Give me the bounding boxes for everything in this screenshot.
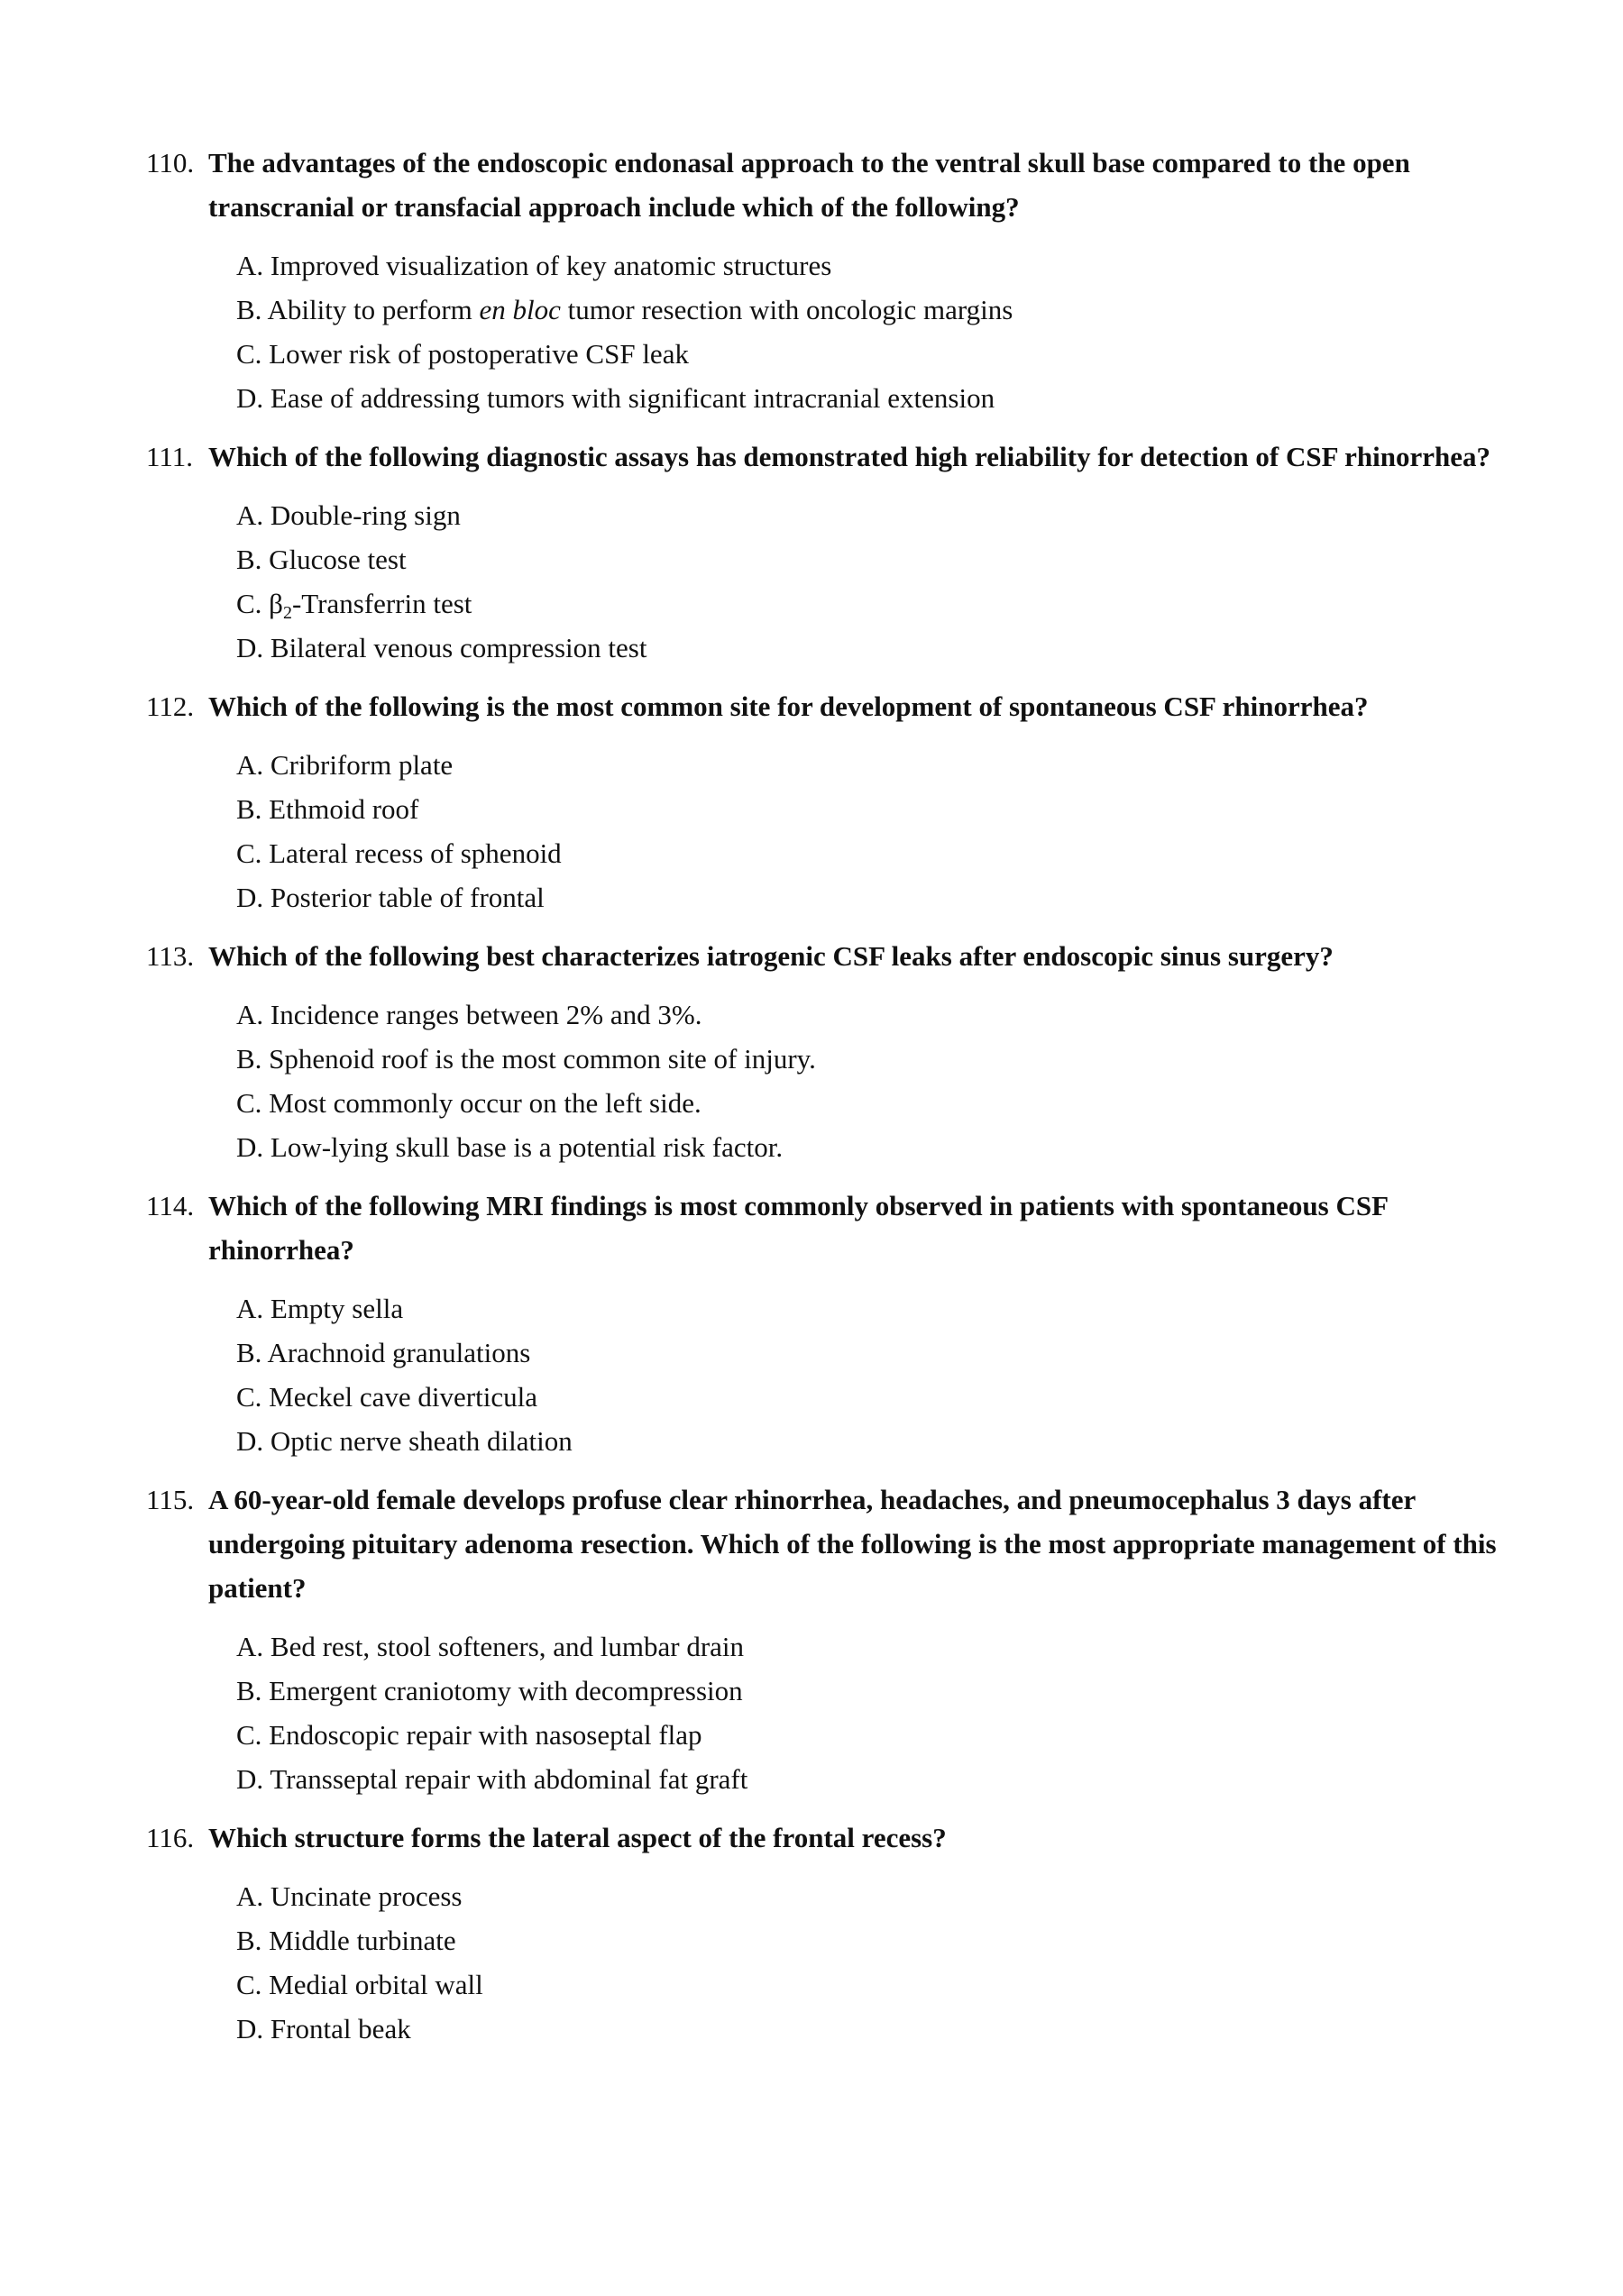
option-text: B. Ability to perform (236, 294, 480, 325)
question-number: 112. (146, 691, 195, 722)
answer-option (236, 1037, 1623, 1081)
answer-option (236, 537, 1623, 581)
option-text: D. Low-lying skull base is a potential risk factor. (236, 1131, 784, 1163)
answer-options (0, 743, 1623, 919)
answer-options (0, 243, 1623, 420)
question-112 (0, 684, 1623, 919)
answer-option (236, 581, 1623, 626)
question-number: 115. (146, 1484, 195, 1515)
answer-option (236, 1331, 1623, 1375)
answer-option (236, 243, 1623, 288)
answer-option (236, 831, 1623, 875)
answer-option (236, 1419, 1623, 1463)
option-text: C. Medial orbital wall (236, 1969, 483, 2000)
option-text: C. Lower risk of postoperative CSF leak (236, 338, 689, 370)
option-text: A. Improved visualization of key anatomic structures (236, 250, 832, 281)
answer-options (0, 493, 1623, 670)
option-text: tumor resection with oncologic margins (560, 294, 1013, 325)
question-stem (0, 141, 1507, 229)
option-text: D. Optic nerve sheath dilation (236, 1425, 573, 1457)
question-text: Which structure forms the lateral aspect of the frontal recess? (208, 1822, 947, 1853)
option-text: D. Transseptal repair with abdominal fat graft (236, 1763, 748, 1795)
answer-option (236, 992, 1623, 1037)
question-stem (0, 435, 1507, 479)
question-stem (0, 1816, 1507, 1860)
question-text: Which of the following best characterizes iatrogenic CSF leaks after endoscopic sinus surgery? (208, 940, 1334, 972)
answer-options (0, 1874, 1623, 2051)
question-number: 114. (146, 1190, 195, 1221)
option-text: D. Bilateral venous compression test (236, 632, 647, 663)
question-text: Which of the following diagnostic assays has demonstrated high reliability for detection of CSF rhinorrhea? (208, 441, 1491, 472)
option-text: B. Ethmoid roof (236, 793, 419, 825)
answer-option (236, 787, 1623, 831)
option-text: D. Ease of addressing tumors with significant intracranial extension (236, 382, 995, 414)
answer-option (236, 626, 1623, 670)
answer-options (0, 1286, 1623, 1463)
answer-option (236, 1081, 1623, 1125)
answer-option (236, 1757, 1623, 1801)
question-110 (0, 141, 1623, 420)
option-text: C. Lateral recess of sphenoid (236, 837, 562, 869)
option-text: D. Posterior table of frontal (236, 882, 545, 913)
question-text: A 60-year-old female develops profuse clear rhinorrhea, headaches, and pneumocephalus 3 days after undergoing pituitary adenoma resection. Which of the following is the most appropriate management of this patient? (208, 1484, 1497, 1604)
answer-option (236, 1375, 1623, 1419)
option-text: A. Double-ring sign (236, 499, 461, 531)
answer-option (236, 1125, 1623, 1169)
answer-option (236, 743, 1623, 787)
subscript-text: 2 (282, 603, 292, 623)
option-text: C. Meckel cave diverticula (236, 1381, 537, 1413)
option-text: -Transferrin test (291, 588, 472, 619)
question-113 (0, 934, 1623, 1169)
option-text: A. Uncinate process (236, 1880, 463, 1912)
question-114 (0, 1184, 1623, 1463)
question-115 (0, 1477, 1623, 1801)
answer-options (0, 992, 1623, 1169)
question-stem (0, 1477, 1507, 1610)
answer-option (236, 376, 1623, 420)
option-text: B. Sphenoid roof is the most common site of injury. (236, 1043, 816, 1075)
option-text: B. Middle turbinate (236, 1925, 456, 1956)
answer-option (236, 1874, 1623, 1918)
answer-option (236, 493, 1623, 537)
option-text: C. Endoscopic repair with nasoseptal flap (236, 1719, 702, 1751)
answer-option (236, 1624, 1623, 1669)
answer-option (236, 2007, 1623, 2051)
option-text: B. Emergent craniotomy with decompression (236, 1675, 743, 1706)
option-text: D. Frontal beak (236, 2013, 411, 2044)
option-text: A. Bed rest, stool softeners, and lumbar drain (236, 1631, 745, 1662)
answer-option (236, 288, 1623, 332)
question-page (0, 141, 1623, 2065)
answer-option (236, 1962, 1623, 2007)
answer-option (236, 332, 1623, 376)
question-number: 110. (146, 147, 195, 178)
option-text: C. Most commonly occur on the left side. (236, 1087, 701, 1119)
question-text: Which of the following is the most common site for development of spontaneous CSF rhinorrhea? (208, 691, 1369, 722)
option-text: C. β (236, 588, 283, 619)
answer-option (236, 1286, 1623, 1331)
question-stem (0, 934, 1507, 978)
option-text: A. Incidence ranges between 2% and 3%. (236, 999, 702, 1030)
question-stem (0, 1184, 1507, 1272)
question-text: Which of the following MRI findings is most commonly observed in patients with spontaneous CSF rhinorrhea? (208, 1190, 1388, 1266)
option-text: A. Cribriform plate (236, 749, 454, 781)
option-text: B. Arachnoid granulations (236, 1337, 531, 1368)
answer-option (236, 1713, 1623, 1757)
question-111 (0, 435, 1623, 670)
answer-option (236, 1918, 1623, 1962)
question-stem (0, 684, 1507, 728)
answer-option (236, 1669, 1623, 1713)
option-text: A. Empty sella (236, 1293, 404, 1324)
question-number: 113. (146, 940, 195, 972)
question-text: The advantages of the endoscopic endonasal approach to the ventral skull base compared to the open transcranial or transfacial approach include which of the following? (208, 147, 1410, 223)
italic-text: en bloc (479, 294, 561, 325)
question-116 (0, 1816, 1623, 2051)
question-number: 111. (146, 441, 193, 472)
answer-options (0, 1624, 1623, 1801)
answer-option (236, 875, 1623, 919)
question-number: 116. (146, 1822, 195, 1853)
option-text: B. Glucose test (236, 544, 407, 575)
